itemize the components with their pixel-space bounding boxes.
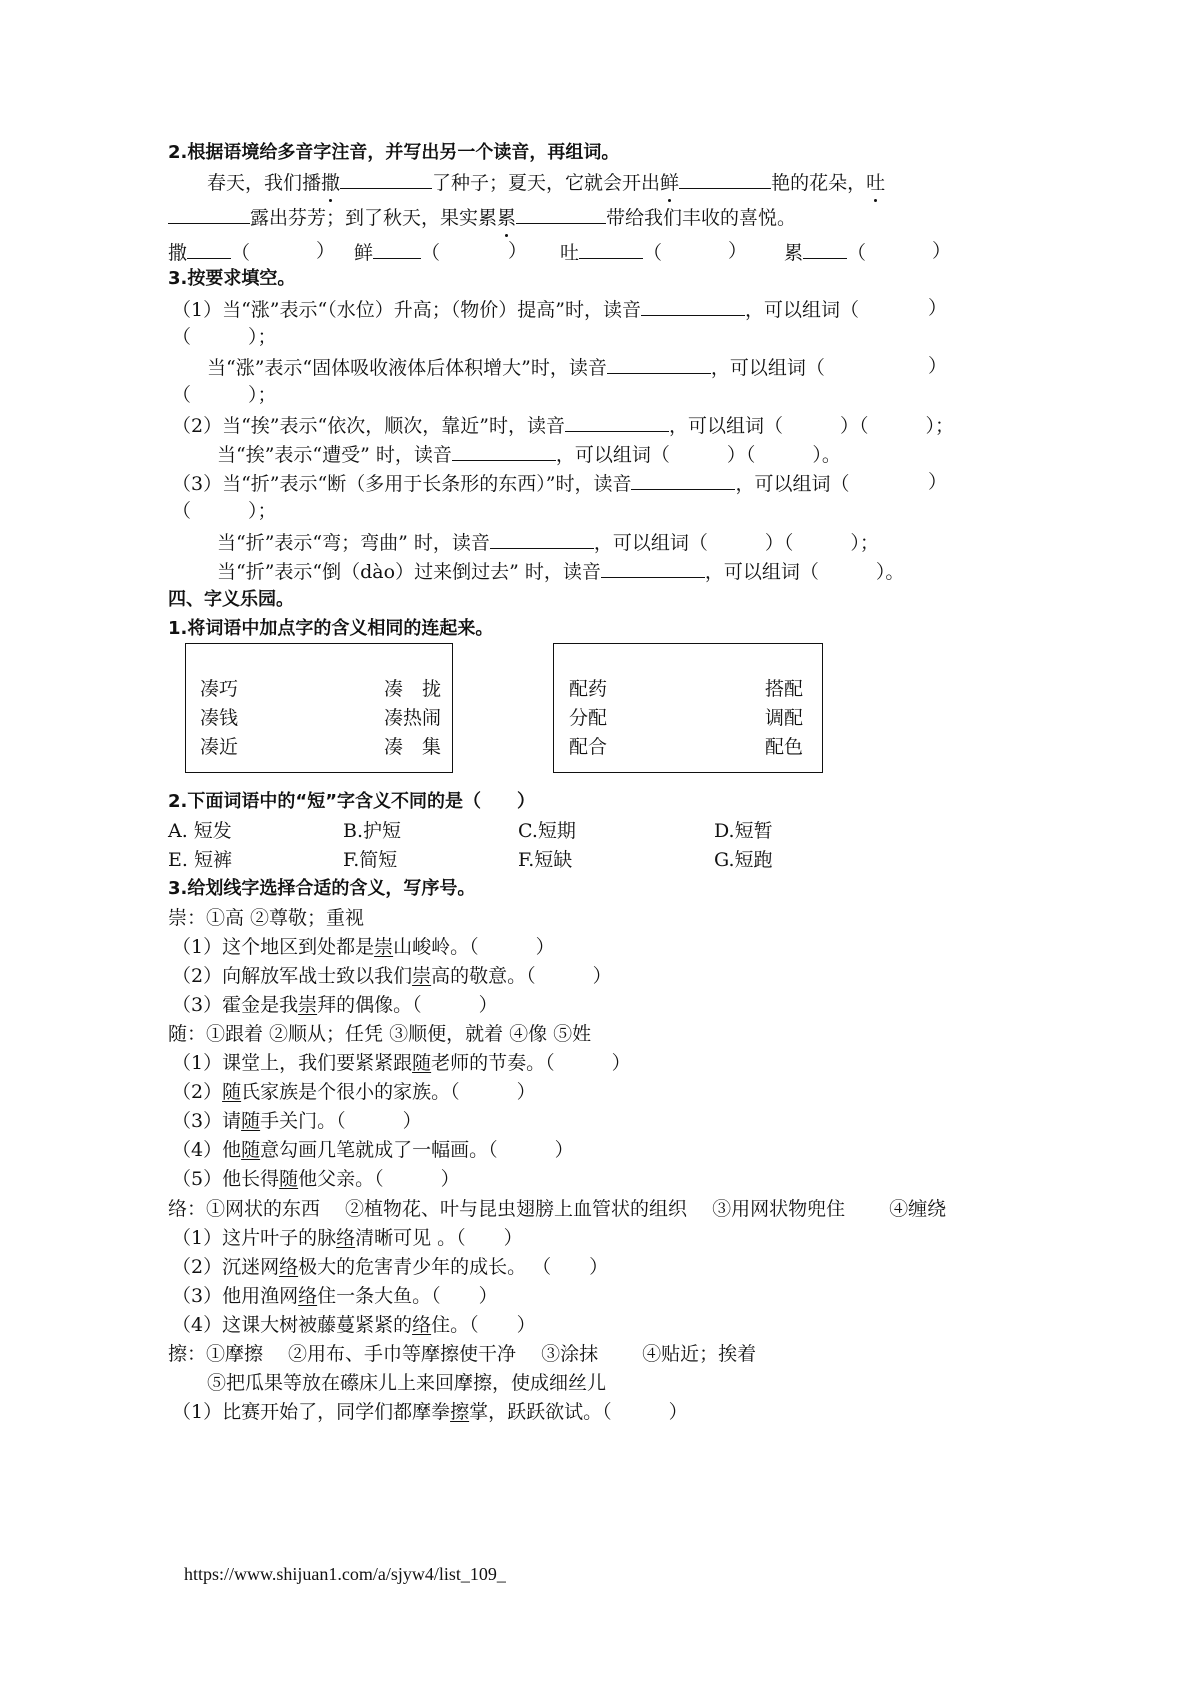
underlined-char: 络	[298, 1285, 318, 1307]
answer-blank[interactable]	[340, 168, 432, 189]
match-word[interactable]: 凑热闹	[384, 707, 442, 729]
q3-text: ，可以组词（ ）。	[704, 561, 905, 583]
sentence	[172, 1108, 422, 1134]
sentence-text: 极大的危害青少年的成长。 （ ）	[298, 1256, 609, 1278]
match-word[interactable]: 配色	[765, 736, 804, 758]
sentence	[172, 934, 555, 960]
sentence	[172, 1050, 631, 1076]
q3-item	[207, 353, 825, 381]
match-word[interactable]: 凑近	[200, 736, 239, 758]
underlined-char: 络	[279, 1256, 299, 1278]
underlined-char: 络	[412, 1314, 432, 1336]
q3-text: （2）当“挨”表示“依次，顺次，靠近”时，读音	[172, 415, 565, 437]
q3-text: ，可以组词（ ）（ ）；	[668, 415, 954, 437]
match-word[interactable]: 配合	[569, 736, 608, 758]
option[interactable]: G.短跑	[714, 849, 773, 871]
sentence-text: 住一条大鱼。（ ）	[317, 1285, 498, 1307]
q3-text: ，可以组词（	[735, 473, 850, 495]
q3-text: 当“涨”表示“固体吸收液体后体积增大”时，读音	[207, 357, 607, 379]
footer-url[interactable]: https://www.shijuan1.com/a/sjyw4/list_109_	[184, 1564, 506, 1584]
q3-text: ，可以组词（	[744, 299, 859, 321]
q3-item: （ ）；	[172, 500, 277, 522]
paren-close: ）	[928, 297, 948, 319]
sentence-text: 清晰可见 。（ ）	[355, 1227, 523, 1249]
option[interactable]: A. 短发	[168, 820, 232, 842]
underlined-char: 崇	[374, 936, 394, 958]
answer-blank[interactable]	[579, 238, 643, 259]
sentence-text: （1）这个地区到处都是	[172, 936, 375, 958]
sentence	[172, 1137, 574, 1163]
sentence-text: 山峻岭。（ ）	[393, 936, 555, 958]
sentence-text: （3）他用渔网	[172, 1285, 299, 1307]
match-word[interactable]: 分配	[569, 707, 608, 729]
answer-blank[interactable]	[607, 353, 711, 374]
q3-item	[172, 295, 859, 323]
match-word[interactable]: 调配	[765, 707, 804, 729]
dotted-char: 累	[497, 207, 517, 229]
option[interactable]: D.短暂	[714, 820, 773, 842]
answer-blank[interactable]	[565, 411, 669, 432]
sentence-text: （3）请	[172, 1110, 242, 1132]
paren-close: ）	[928, 355, 948, 377]
q2-passage-line2	[168, 203, 796, 231]
s4-q3-title: 3.给划线字选择合适的含义，写序号。	[168, 878, 476, 899]
sentence-text: 掌，跃跃欲试。（ ）	[469, 1401, 688, 1423]
s4-q1-title: 1.将词语中加点字的含义相同的连起来。	[168, 618, 494, 639]
sentence	[172, 1312, 536, 1338]
q3-text: 当“挨”表示“遭受” 时，读音	[217, 444, 452, 466]
definition: 随：①跟着 ②顺从；任凭 ③顺便，就着 ④像 ⑤姓	[168, 1023, 592, 1045]
underlined-char: 崇	[298, 994, 318, 1016]
sentence-text: 意勾画几笔就成了一幅画。（ ）	[260, 1139, 574, 1161]
sentence-text: 氏家族是个很小的家族。（ ）	[241, 1081, 536, 1103]
answer-blank[interactable]	[168, 203, 250, 224]
sentence-text: （3）霍金是我	[172, 994, 299, 1016]
q2-passage-line1	[207, 168, 885, 196]
sentence	[172, 1225, 523, 1251]
definition: 络：①网状的东西 ②植物花、叶与昆虫翅膀上血管状的组织 ③用网状物兜住 ④缠绕	[168, 1198, 947, 1220]
s4-q2-title: 2.下面词语中的“短”字含义不同的是（ ）	[168, 791, 536, 812]
paren-close: ）	[928, 471, 948, 493]
sentence	[172, 1399, 688, 1425]
sentence-text: （2）向解放军战士致以我们	[172, 965, 413, 987]
q3-text: （3）当“折”表示“断（多用于长条形的东西）”时，读音	[172, 473, 632, 495]
section-title: 四、字义乐园。	[168, 589, 294, 610]
sentence	[172, 1254, 608, 1280]
q3-title: 3.按要求填空。	[168, 268, 296, 289]
q3-item	[172, 411, 954, 439]
dotted-char: 鲜	[660, 172, 680, 194]
answer-blank[interactable]	[641, 295, 745, 316]
q3-text: ，可以组词（ ）（ ）。	[555, 444, 841, 466]
option[interactable]: E. 短裤	[168, 849, 232, 871]
option[interactable]: C.短期	[518, 820, 576, 842]
matching-box-right	[553, 643, 823, 773]
dotted-char: 吐	[866, 172, 886, 194]
option[interactable]: F.短缺	[518, 849, 573, 871]
match-word[interactable]: 凑巧	[200, 678, 239, 700]
answer-blank[interactable]	[452, 440, 556, 461]
q2-title: 2.根据语境给多音字注音，并写出另一个读音，再组词。	[168, 142, 620, 163]
match-word[interactable]: 搭配	[765, 678, 804, 700]
q2-text: 春天，我们播	[207, 172, 322, 194]
underlined-char: 随	[412, 1052, 432, 1074]
sentence-text: （1）这片叶子的脉	[172, 1227, 337, 1249]
sentence	[172, 963, 612, 989]
q2-char: 鲜	[354, 242, 374, 264]
sentence-text: 住。（ ）	[431, 1314, 536, 1336]
q3-text: （1）当“涨”表示“（水位）升高；（物价）提高”时，读音	[172, 299, 641, 321]
answer-blank[interactable]	[803, 238, 847, 259]
q2-char: 吐	[560, 242, 580, 264]
answer-blank[interactable]	[679, 168, 771, 189]
underlined-char: 擦	[450, 1401, 470, 1423]
q3-text: ，可以组词（ ）（ ）；	[593, 532, 879, 554]
answer-blank[interactable]	[631, 469, 735, 490]
underlined-char: 随	[241, 1139, 261, 1161]
matching-box-left	[185, 643, 453, 773]
q3-item: （ ）；	[172, 384, 277, 406]
dotted-char: 撒	[321, 172, 341, 194]
underlined-char: 随	[241, 1110, 261, 1132]
sentence	[172, 1166, 460, 1192]
q3-item	[172, 469, 849, 497]
match-word[interactable]: 凑 集	[384, 736, 442, 758]
underlined-char: 随	[279, 1168, 299, 1190]
answer-blank[interactable]	[516, 203, 606, 224]
sentence-text: 老师的节奏。（ ）	[431, 1052, 631, 1074]
sentence	[172, 1283, 498, 1309]
sentence-text: （4）他	[172, 1139, 242, 1161]
sentence-text: （2）沉迷网	[172, 1256, 280, 1278]
q3-text: ，可以组词（	[710, 357, 825, 379]
sentence-text: （4）这课大树被藤蔓紧紧的	[172, 1314, 413, 1336]
match-word[interactable]: 凑钱	[200, 707, 239, 729]
sentence-text: （2）	[172, 1081, 223, 1103]
underlined-char: 络	[336, 1227, 356, 1249]
q2-text: 露出芬芳；到了秋天，果实累	[250, 207, 498, 229]
q3-text: 当“折”表示“弯；弯曲” 时，读音	[217, 532, 490, 554]
q3-item	[217, 557, 904, 585]
q3-item: （ ）；	[172, 326, 277, 348]
q3-item	[217, 528, 879, 556]
q3-text: 当“折”表示“倒（dào）过来倒过去” 时，读音	[217, 561, 601, 583]
q2-char: 累	[784, 242, 804, 264]
definition: 崇：①高 ②尊敬；重视	[168, 907, 365, 929]
q2-char: 撒	[168, 242, 188, 264]
sentence	[172, 1079, 536, 1105]
q3-item	[217, 440, 841, 468]
underlined-char: 崇	[412, 965, 432, 987]
sentence	[172, 992, 498, 1018]
sentence-text: （5）他长得	[172, 1168, 280, 1190]
sentence-text: 他父亲。（ ）	[298, 1168, 460, 1190]
sentence-text: 手关门。（ ）	[260, 1110, 422, 1132]
option[interactable]: B.护短	[343, 820, 402, 842]
definition: 擦：①摩擦 ②用布、手巾等摩擦使干净 ③涂抹 ④贴近；挨着	[168, 1343, 757, 1365]
definition: ⑤把瓜果等放在礤床儿上来回摩擦，使成细丝儿	[207, 1372, 607, 1394]
sentence-text: 拜的偶像。（ ）	[317, 994, 498, 1016]
underlined-char: 随	[222, 1081, 242, 1103]
q2-text: 艳的花朵，	[771, 172, 867, 194]
sentence-text: 高的敬意。（ ）	[431, 965, 612, 987]
match-word[interactable]: 凑 拢	[384, 678, 442, 700]
sentence-text: （1）课堂上，我们要紧紧跟	[172, 1052, 413, 1074]
answer-blank[interactable]	[601, 557, 705, 578]
q2-text: 了种子；夏天，它就会开出	[432, 172, 661, 194]
answer-blank[interactable]	[373, 238, 421, 259]
q2-text: 带给我们丰收的喜悦。	[606, 207, 797, 229]
option[interactable]: F.简短	[343, 849, 398, 871]
match-word[interactable]: 配药	[569, 678, 608, 700]
answer-blank[interactable]	[187, 238, 231, 259]
sentence-text: （1）比赛开始了，同学们都摩拳	[172, 1401, 451, 1423]
answer-blank[interactable]	[490, 528, 594, 549]
